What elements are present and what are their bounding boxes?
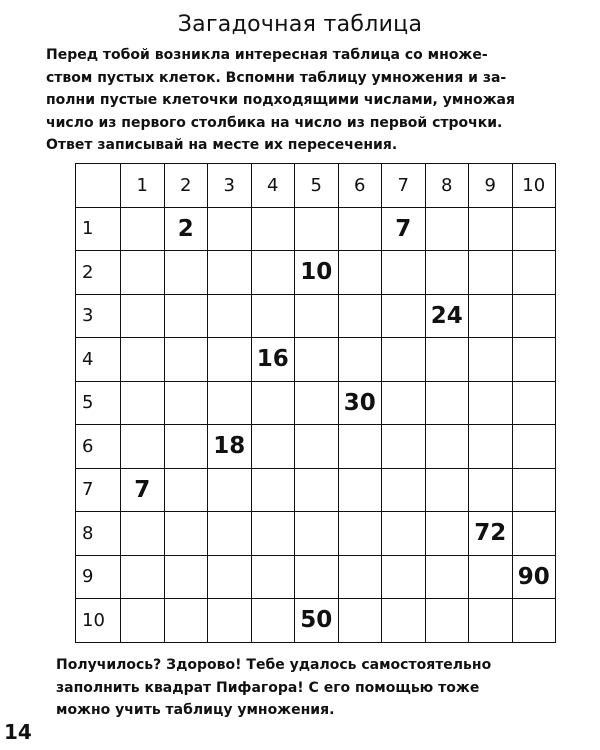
table-cell[interactable]: 50 [295,599,339,643]
table-cell[interactable] [469,338,513,382]
table-cell[interactable]: 18 [208,425,252,469]
table-cell[interactable] [295,555,339,599]
table-cell[interactable]: 2 [164,207,208,251]
table-cell[interactable] [121,251,165,295]
table-cell[interactable] [121,294,165,338]
table-cell[interactable] [338,207,382,251]
table-cell[interactable] [208,381,252,425]
table-cell[interactable]: 30 [338,381,382,425]
table-cell[interactable] [208,555,252,599]
instructions-line: полни пустые клеточки подходящими числами, умножая [46,92,515,108]
table-cell[interactable] [164,555,208,599]
table-cell[interactable] [338,338,382,382]
table-cell[interactable] [425,512,469,556]
table-cell[interactable] [338,599,382,643]
table-cell[interactable] [121,425,165,469]
row-header: 2 [76,251,121,295]
table-cell[interactable] [295,512,339,556]
table-cell[interactable] [164,512,208,556]
table-cell[interactable] [164,338,208,382]
table-cell[interactable]: 7 [121,468,165,512]
instructions-line: число из первого столбика на число из первой строчки. [46,114,503,131]
table-cell[interactable] [251,468,295,512]
table-cell[interactable] [251,599,295,643]
table-row [76,599,556,643]
table-cell[interactable] [512,381,556,425]
table-cell[interactable] [512,512,556,556]
table-row [76,512,556,556]
table-cell[interactable] [382,338,426,382]
column-header: 1 [121,164,165,208]
row-header: 3 [76,294,121,338]
table-cell[interactable] [382,381,426,425]
table-cell[interactable] [382,599,426,643]
table-cell[interactable] [251,381,295,425]
table-cell[interactable]: 7 [382,207,426,251]
table-cell[interactable] [469,468,513,512]
table-cell[interactable] [251,294,295,338]
table-cell[interactable] [121,599,165,643]
table-row [76,425,556,469]
table-cell[interactable] [164,599,208,643]
table-cell[interactable]: 10 [295,251,339,295]
table-cell[interactable] [251,555,295,599]
table-cell[interactable] [425,207,469,251]
row-header: 4 [76,338,121,382]
table-row [76,555,556,599]
table-row [76,207,556,251]
table-cell[interactable] [512,294,556,338]
column-header: 4 [251,164,295,208]
table-cell[interactable] [208,599,252,643]
table-cell[interactable] [382,512,426,556]
table-cell[interactable] [251,512,295,556]
table-cell[interactable] [208,338,252,382]
table-cell[interactable] [425,468,469,512]
closing-text-line: можно учить таблицу умножения. [56,702,335,718]
table-cell[interactable] [164,381,208,425]
table-cell[interactable] [208,251,252,295]
table-cell[interactable] [512,425,556,469]
closing-text-line: Получилось? Здорово! Тебе удалось самостоятельно [56,657,492,673]
table-cell[interactable]: 90 [512,555,556,599]
table-cell[interactable] [382,555,426,599]
table-cell[interactable] [469,251,513,295]
table-cell[interactable] [382,425,426,469]
table-header-row [76,164,556,208]
table-cell[interactable] [425,599,469,643]
column-header: 6 [338,164,382,208]
row-header: 10 [76,599,121,643]
table-cell[interactable] [338,468,382,512]
table-cell[interactable] [295,468,339,512]
closing-text [56,654,566,722]
table-cell[interactable] [512,338,556,382]
row-header: 9 [76,555,121,599]
instructions [46,44,566,157]
column-header: 10 [512,164,556,208]
table-cell[interactable] [469,381,513,425]
row-header: 7 [76,468,121,512]
table-corner-cell [76,164,121,208]
table-cell[interactable] [121,512,165,556]
table-cell[interactable] [295,381,339,425]
table-cell[interactable] [251,207,295,251]
row-header: 8 [76,512,121,556]
table-cell[interactable] [338,294,382,338]
table-cell[interactable] [208,468,252,512]
table-cell[interactable] [512,251,556,295]
instructions-line: ством пустых клеток. Вспомни таблицу умножения и за- [46,69,507,86]
row-header: 1 [76,207,121,251]
table-cell[interactable] [425,338,469,382]
table-cell[interactable] [295,294,339,338]
table-cell[interactable] [338,251,382,295]
table-cell[interactable] [382,468,426,512]
column-header: 8 [425,164,469,208]
table-cell[interactable] [425,251,469,295]
column-header: 3 [208,164,252,208]
table-cell[interactable] [512,599,556,643]
closing-text-line: заполнить квадрат Пифагора! С его помощью тоже [56,679,480,696]
instructions-line: Перед тобой возникла интересная таблица со множе- [46,47,488,63]
page-number: 14 [4,720,32,744]
table-cell[interactable] [208,512,252,556]
table-cell[interactable] [164,468,208,512]
table-cell[interactable] [469,294,513,338]
table-cell[interactable] [338,555,382,599]
table-row [76,338,556,382]
table-cell[interactable] [425,555,469,599]
column-header: 2 [164,164,208,208]
column-header: 5 [295,164,339,208]
row-header: 5 [76,381,121,425]
table-cell[interactable]: 16 [251,338,295,382]
table-cell[interactable] [164,425,208,469]
instructions-line: Ответ записывай на месте их пересечения. [46,137,398,153]
table-cell[interactable] [469,207,513,251]
table-cell[interactable]: 72 [469,512,513,556]
page-title: Загадочная таблица [177,12,423,37]
table-row [76,294,556,338]
table-row [76,251,556,295]
table-cell[interactable] [251,251,295,295]
column-header: 9 [469,164,513,208]
row-header: 6 [76,425,121,469]
table-cell[interactable]: 24 [425,294,469,338]
table-cell[interactable] [382,251,426,295]
table-cell[interactable] [295,338,339,382]
table-cell[interactable] [121,555,165,599]
table-cell[interactable] [208,294,252,338]
table-cell[interactable] [338,512,382,556]
table-row [76,468,556,512]
table-cell[interactable] [121,207,165,251]
table-cell[interactable] [469,555,513,599]
table-cell[interactable] [121,338,165,382]
table-row [76,381,556,425]
multiplication-table [75,163,556,643]
table-cell[interactable] [208,207,252,251]
table-cell[interactable] [338,425,382,469]
table-cell[interactable] [295,425,339,469]
table-cell[interactable] [512,468,556,512]
table-cell[interactable] [469,425,513,469]
table-cell[interactable] [425,425,469,469]
table-cell[interactable] [382,294,426,338]
column-header: 7 [382,164,426,208]
table-cell[interactable] [425,381,469,425]
table-cell[interactable] [164,251,208,295]
table-cell[interactable] [512,207,556,251]
table-cell[interactable] [164,294,208,338]
table-cell[interactable] [469,599,513,643]
table-cell[interactable] [121,381,165,425]
table-cell[interactable] [295,207,339,251]
table-cell[interactable] [251,425,295,469]
